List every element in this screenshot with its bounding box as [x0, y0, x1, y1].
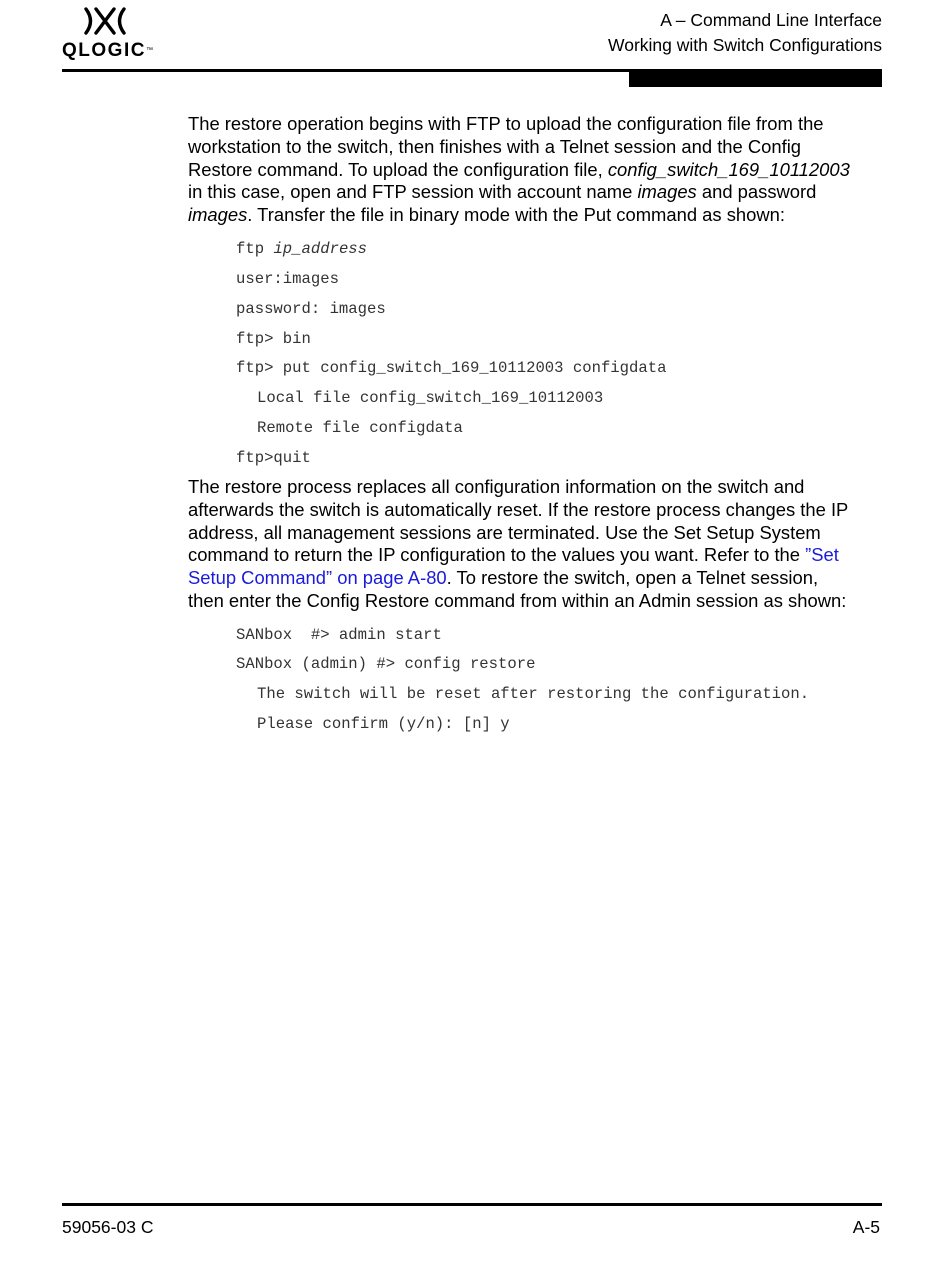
account-name: images: [637, 181, 697, 203]
text-line: command to return the IP configuration to the values you want. Refer to the ”Set: [188, 544, 839, 566]
logo-wordmark: QLOGIC™: [62, 40, 153, 61]
header-black-bar: [629, 69, 882, 87]
text-line: afterwards the switch is automatically reset. If the restore process changes the IP: [188, 498, 849, 520]
code-line-bin: ftp> bin: [236, 330, 311, 348]
ip-address-placeholder: ip_address: [273, 240, 368, 258]
qlogic-logo: [62, 6, 162, 62]
text-line: Restore command. To upload the configuration file, config_switch_169_10112003: [188, 158, 850, 180]
code-line-admin-start: SANbox #> admin start: [236, 626, 442, 644]
text-line: The restore process replaces all configuration information on the switch and: [188, 476, 805, 497]
footer-page-number: A-5: [852, 1217, 880, 1237]
password-value: images: [188, 204, 248, 226]
footer-rule: [62, 1203, 882, 1206]
text-line: images. Transfer the file in binary mode with the Put command as shown:: [188, 204, 785, 226]
code-line-password: password: images: [236, 300, 386, 318]
text-line: Setup Command” on page A-80. To restore the switch, open a Telnet session,: [188, 567, 819, 589]
code-line-put: ftp> put config_switch_169_10112003 configdata: [236, 359, 667, 377]
code-line-local-file: Local file config_switch_169_10112003: [257, 389, 604, 407]
text-line: workstation to the switch, then finishes with a Telnet session and the Config: [188, 135, 802, 157]
code-line-reset-warning: The switch will be reset after restoring the configuration.: [257, 685, 810, 703]
set-setup-command-link[interactable]: Setup Command” on page A-80: [188, 567, 447, 589]
header-chapter-title: A – Command Line Interface: [660, 10, 882, 30]
code-line-config-restore: SANbox (admin) #> config restore: [236, 655, 536, 673]
footer-doc-number: 59056-03 C: [62, 1217, 154, 1237]
set-setup-command-link[interactable]: ”Set: [805, 544, 839, 566]
header-section-title: Working with Switch Configurations: [608, 35, 882, 55]
qlogic-logo-icon: [83, 6, 127, 36]
code-line-user: user:images: [236, 270, 339, 288]
text-line: in this case, open and FTP session with account name images and password: [188, 181, 817, 203]
text-line: The restore operation begins with FTP to upload the configuration file from the: [188, 113, 824, 134]
code-line-quit: ftp>quit: [236, 449, 311, 467]
text-line: then enter the Config Restore command from within an Admin session as shown:: [188, 589, 847, 611]
code-line-remote-file: Remote file configdata: [257, 419, 463, 437]
restore-intro-paragraph: [188, 113, 888, 227]
code-line-ftp: ftp ip_address: [236, 240, 368, 258]
config-filename: config_switch_169_10112003: [607, 158, 850, 180]
code-line-confirm: Please confirm (y/n): [n] y: [257, 715, 510, 733]
restore-process-paragraph: [188, 476, 888, 613]
text-line: address, all management sessions are terminated. Use the Set Setup System: [188, 521, 821, 543]
